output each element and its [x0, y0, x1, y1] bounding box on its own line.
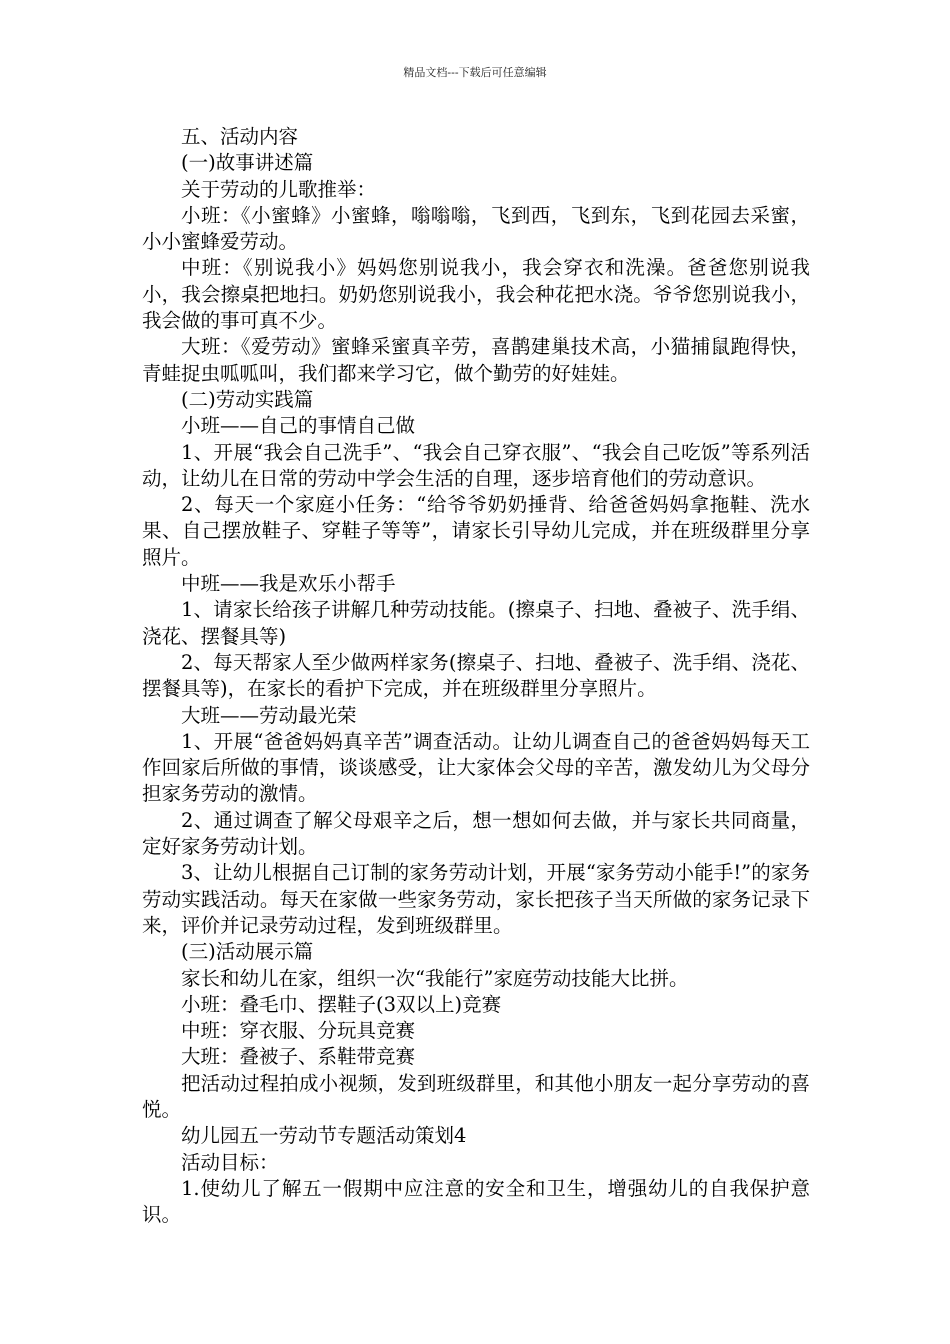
- paragraph: 大班：《爱劳动》蜜蜂采蜜真辛劳，喜鹊建巢技术高，小猫捕鼠跑得快，青蛙捉虫呱呱叫，我们都来学习它，做个勤劳的好娃娃。: [142, 335, 810, 385]
- document-body: [142, 124, 810, 1228]
- paragraph: 家长和幼儿在家，组织一次“我能行”家庭劳动技能大比拼。: [181, 966, 689, 990]
- document-title: 幼儿园五一劳动节专题活动策划4: [181, 1124, 467, 1148]
- paragraph: 小班：《小蜜蜂》小蜜蜂，嗡嗡嗡，飞到西，飞到东，飞到花园去采蜜，小小蜜蜂爱劳动。: [142, 203, 810, 254]
- paragraph: 1、开展“我会自己洗手”、“我会自己穿衣服”、“我会自己吃饭”等系列活动，让幼儿在日常的劳动中学会生活的自理，逐步培育他们的劳动意识。: [142, 440, 810, 490]
- paragraph: 把活动过程拍成小视频，发到班级群里，和其他小朋友一起分享劳动的喜悦。: [142, 1071, 810, 1121]
- paragraph: 关于劳动的儿歌推举：: [181, 177, 377, 201]
- paragraph: 2、通过调查了解父母艰辛之后，想一想如何去做，并与家长共同商量，定好家务劳动计划。: [142, 808, 810, 859]
- paragraph: 大班——劳动最光荣: [181, 703, 357, 727]
- paragraph: 大班：叠被子、系鞋带竞赛: [181, 1045, 416, 1069]
- subsection-heading: (一)故事讲述篇: [181, 151, 314, 175]
- paragraph: 1.使幼儿了解五一假期中应注意的安全和卫生，增强幼儿的自我保护意识。: [142, 1176, 810, 1227]
- paragraph: 活动目标：: [181, 1150, 279, 1174]
- paragraph: 1、开展“爸爸妈妈真辛苦”调查活动。让幼儿调查自己的爸爸妈妈每天工作回家后所做的事情，谈谈感受，让大家体会父母的辛苦，激发幼儿为父母分担家务劳动的激情。: [142, 729, 810, 806]
- paragraph: 中班：《别说我小》妈妈您别说我小，我会穿衣和洗澡。爸爸您别说我小，我会擦桌把地扫。奶奶您别说我小，我会种花把水浇。爷爷您别说我小，我会做的事可真不少。: [142, 256, 810, 333]
- paragraph: 1、请家长给孩子讲解几种劳动技能。(擦桌子、扫地、叠被子、洗手绢、浇花、摆餐具等): [142, 598, 810, 648]
- paragraph: 小班：叠毛巾、摆鞋子(3双以上)竞赛: [181, 992, 502, 1016]
- paragraph: 小班——自己的事情自己做: [181, 414, 416, 438]
- paragraph: 2、每天帮家人至少做两样家务(擦桌子、扫地、叠被子、洗手绢、浇花、摆餐具等)，在家长的看护下完成，并在班级群里分享照片。: [142, 650, 810, 701]
- paragraph: 3、让幼儿根据自己订制的家务劳动计划，开展“家务劳动小能手!”的家务劳动实践活动。每天在家做一些家务劳动，家长把孩子当天所做的家务记录下来，评价并记录劳动过程，发到班级群里。: [142, 861, 810, 937]
- paragraph: 中班——我是欢乐小帮手: [181, 572, 396, 596]
- paragraph: 2、每天一个家庭小任务：“给爷爷奶奶捶背、给爸爸妈妈拿拖鞋、洗水果、自己摆放鞋子、穿鞋子等等”，请家长引导幼儿完成，并在班级群里分享照片。: [142, 493, 810, 569]
- paragraph: 中班：穿衣服、分玩具竞赛: [181, 1019, 416, 1043]
- section-heading: 五、活动内容: [181, 125, 299, 148]
- subsection-heading: (三)活动展示篇: [181, 940, 314, 964]
- subsection-heading: (二)劳动实践篇: [181, 387, 314, 411]
- page-header: 精品文档---下载后可任意编辑: [403, 66, 547, 79]
